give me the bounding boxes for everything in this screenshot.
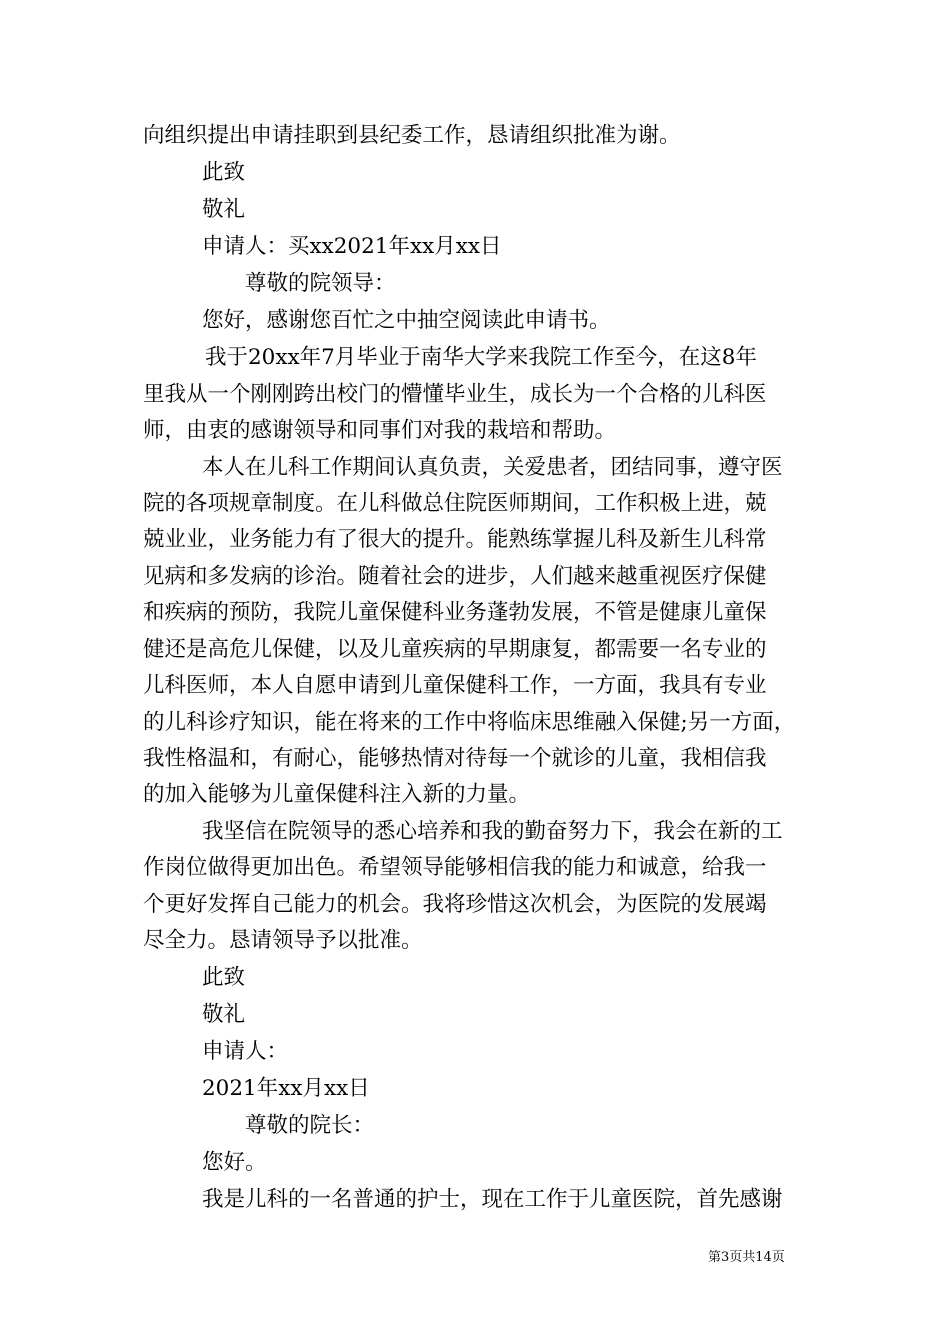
text-line: 尊敬的院长： bbox=[245, 1113, 375, 1138]
text-line: 尽全力。恳请领导予以批准。 bbox=[143, 928, 423, 953]
text-line: 的加入能够为儿童保健科注入新的力量。 bbox=[143, 782, 531, 807]
text-line: 您好，感谢您百忙之中抽空阅读此申请书。 bbox=[202, 308, 611, 333]
text-line: 我性格温和，有耐心，能够热情对待每一个就诊的儿童，我相信我 bbox=[143, 746, 767, 771]
text-line: 健还是高危儿保健，以及儿童疾病的早期康复，都需要一名专业的 bbox=[143, 637, 767, 662]
text-line: 2021年xx月xx日 bbox=[202, 1076, 370, 1101]
text-line: 敬礼 bbox=[202, 197, 246, 222]
text-line: 申请人： bbox=[202, 1039, 289, 1064]
text-line: 的儿科诊疗知识，能在将来的工作中将临床思维融入保健;另一方面， bbox=[143, 710, 796, 735]
text-line: 和疾病的预防，我院儿童保健科业务蓬勃发展，不管是健康儿童保 bbox=[143, 600, 767, 625]
text-line: 我坚信在院领导的悉心培养和我的勤奋努力下，我会在新的工 bbox=[202, 819, 783, 844]
text-line: 师，由衷的感谢领导和同事们对我的栽培和帮助。 bbox=[143, 418, 617, 443]
text-line: 敬礼 bbox=[202, 1002, 246, 1027]
text-line: 我于20xx年7月毕业于南华大学来我院工作至今，在这8年 bbox=[205, 345, 757, 370]
text-line: 作岗位做得更加出色。希望领导能够相信我的能力和诚意，给我一 bbox=[143, 855, 767, 880]
page-number-footer: 第3页共14页 bbox=[708, 1250, 785, 1265]
text-line: 申请人：买xx2021年xx月xx日 bbox=[202, 234, 502, 259]
text-line: 我是儿科的一名普通的护士，现在工作于儿童医院，首先感谢 bbox=[202, 1187, 783, 1212]
text-line: 尊敬的院领导： bbox=[245, 271, 396, 296]
text-line: 院的各项规章制度。在儿科做总住院医师期间，工作积极上进，兢 bbox=[143, 491, 767, 516]
text-line: 您好。 bbox=[202, 1150, 267, 1175]
text-line: 里我从一个刚刚跨出校门的懵懂毕业生，成长为一个合格的儿科医 bbox=[143, 382, 767, 407]
text-line: 个更好发挥自己能力的机会。我将珍惜这次机会，为医院的发展竭 bbox=[143, 892, 767, 917]
text-line: 此致 bbox=[202, 160, 246, 185]
text-line: 本人在儿科工作期间认真负责，关爱患者，团结同事，遵守医 bbox=[202, 455, 783, 480]
text-line: 兢业业，业务能力有了很大的提升。能熟练掌握儿科及新生儿科常 bbox=[143, 527, 767, 552]
text-line: 见病和多发病的诊治。随着社会的进步，人们越来越重视医疗保健 bbox=[143, 564, 767, 589]
text-line: 儿科医师，本人自愿申请到儿童保健科工作，一方面，我具有专业 bbox=[143, 673, 767, 698]
text-line: 向组织提出申请挂职到县纪委工作，恳请组织批准为谢。 bbox=[143, 123, 681, 148]
text-line: 此致 bbox=[202, 965, 246, 990]
